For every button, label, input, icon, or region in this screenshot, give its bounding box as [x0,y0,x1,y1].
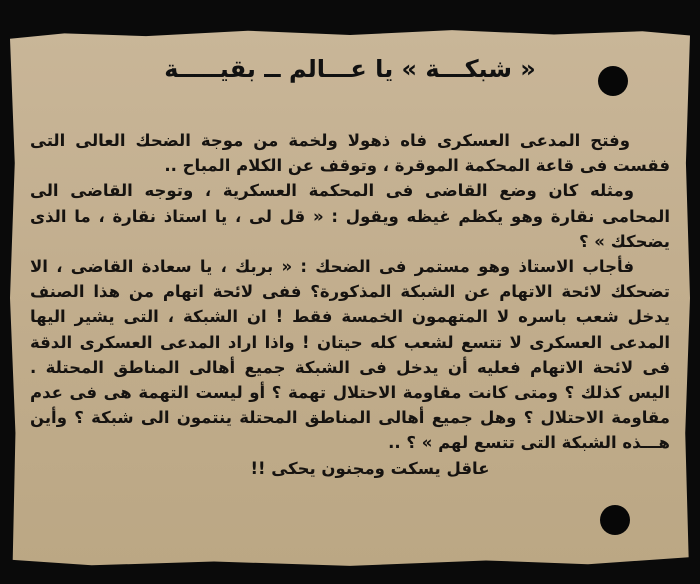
punch-hole-bottom [600,505,630,535]
article-body [30,128,670,481]
paragraph-2: ومثله كان وضع القاضى فى المحكمة العسكرية ، وتوجه القاضى الى المحامى نقارة وهو يكظم غيظه ويقول : « قل لى ، يا استاذ نقارة ، ما الذى يضحكك » ؟ [30,181,670,251]
paragraph-1: وفتح المدعى العسكرى فاه ذهولا ولخمة من موجة الضحك العالى التى فقست فى قاعة المحكمة الموقرة ، وتوقف عن الكلام المباح .. [30,131,670,176]
paragraph-3: فأجاب الاستاذ وهو مستمر فى الضحك : « بربك ، يا سعادة القاضى ، الا تضحكك لائحة الاتهام عن الشبكة المذكورة؟ ففى لائحة اتهام من هذا الصنف يدخل شعب باسره لا المتهمون الخمسة فقط ! ان الشبكة ، التى يشير اليها المدعى العسكرى لا تتسع لشعب كله حيتان ! واذا اراد المدعى العسكرى الدقة فى لائحة الاتهام فعليه أن يدخل فى الشبكة جميع أهالى المناطق المحتلة . اليس كذلك ؟ ومتى كانت مقاومة الاحتلال تهمة ؟ أو ليست التهمة هى فى عدم مقاومة الاحتلال ؟ وهل جميع أهالى المناطق المحتلة ينتمون الى شبكة ؟ وأين هـــذه الشبكة التى تتسع لهم » ؟ .. [30,257,670,453]
signoff-line: عاقل يسكت ومجنون يحكى !! [250,458,490,478]
headline: « شبكـــة » يا عـــالم ــ بقيـــــة [164,55,536,83]
